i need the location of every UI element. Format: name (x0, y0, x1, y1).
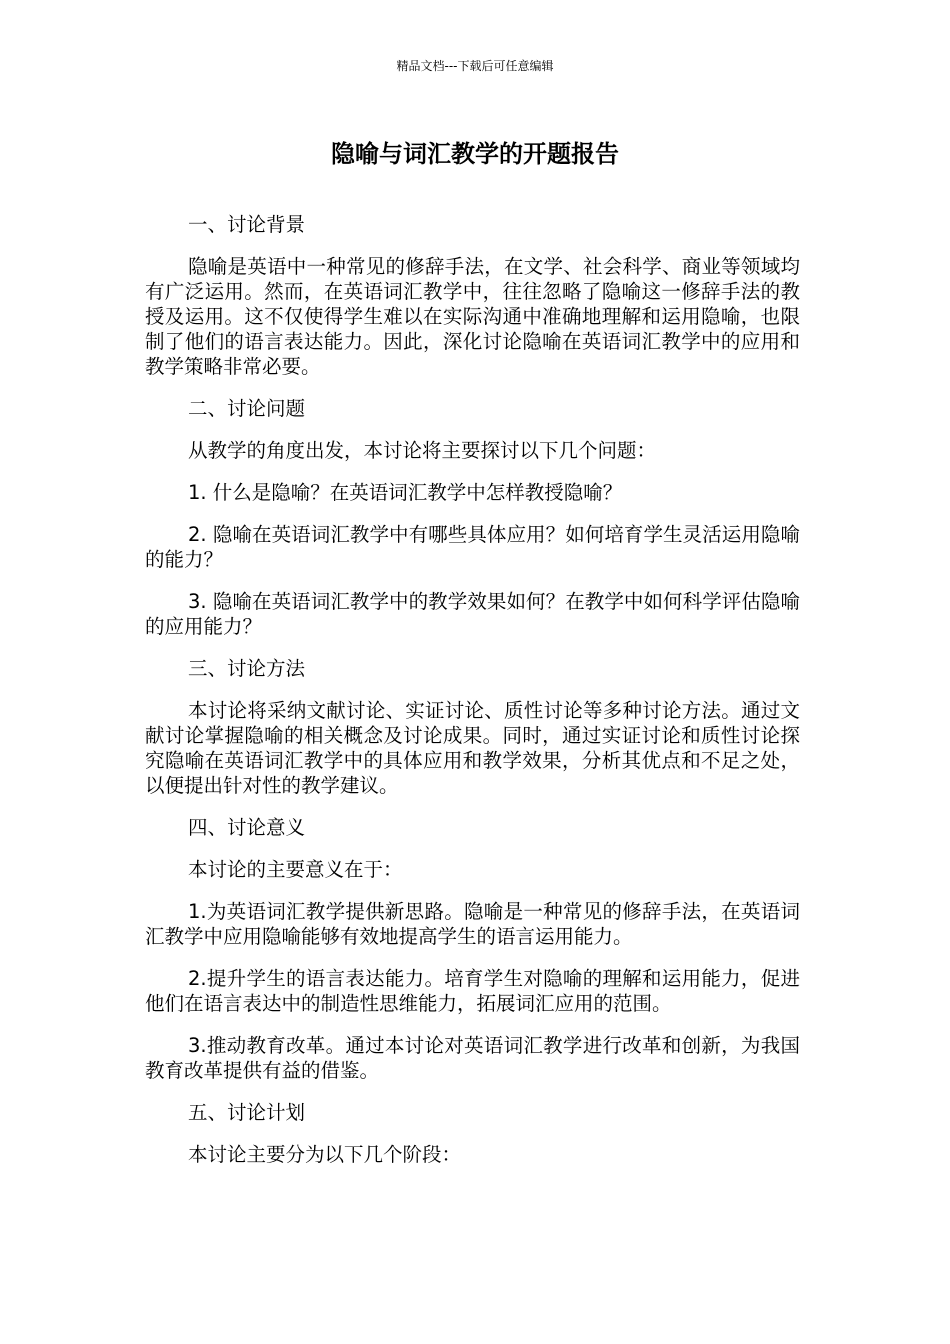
header-note: 精品文档---下载后可任意编辑 (396, 59, 554, 73)
paragraph-methods: 本讨论将采纳文献讨论、实证讨论、质性讨论等多种讨论方法。通过文献讨论掌握隐喻的相关概念及讨论成果。同时，通过实证讨论和质性讨论探究隐喻在英语词汇教学中的具体应用和教学效果，分析其优点和不足之处，以便提出针对性的教学建议。 (145, 699, 800, 797)
paragraph-background: 隐喻是英语中一种常见的修辞手法，在文学、社会科学、商业等领域均有广泛运用。然而，在英语词汇教学中，往往忽略了隐喻这一修辞手法的教授及运用。这不仅使得学生难以在实际沟通中准确地理解和运用隐喻，也限制了他们的语言表达能力。因此，深化讨论隐喻在英语词汇教学中的应用和教学策略非常必要。 (145, 255, 800, 378)
paragraph-questions-intro: 从教学的角度出发，本讨论将主要探讨以下几个问题： (188, 439, 657, 462)
paragraph-plan-intro: 本讨论主要分为以下几个阶段： (188, 1143, 462, 1166)
document-body (145, 212, 800, 1184)
section-heading-questions: 二、讨论问题 (188, 397, 306, 420)
document-title: 隐喻与词汇教学的开题报告 (331, 140, 619, 168)
paragraph-significance-intro: 本讨论的主要意义在于： (188, 858, 403, 881)
list-item-question-3: 3. 隐喻在英语词汇教学中的教学效果如何？在教学中如何科学评估隐喻的应用能力？ (145, 590, 800, 638)
section-heading-background: 一、讨论背景 (188, 213, 306, 236)
section-heading-methods: 三、讨论方法 (188, 657, 306, 680)
list-item-significance-2: 2.提升学生的语言表达能力。培育学生对隐喻的理解和运用能力，促进他们在语言表达中的制造性思维能力，拓展词汇应用的范围。 (145, 967, 800, 1015)
list-item-question-1: 1. 什么是隐喻？在英语词汇教学中怎样教授隐喻？ (188, 481, 623, 504)
section-heading-plan: 五、讨论计划 (188, 1101, 306, 1124)
list-item-significance-1: 1.为英语词汇教学提供新思路。隐喻是一种常见的修辞手法，在英语词汇教学中应用隐喻能够有效地提高学生的语言运用能力。 (145, 900, 800, 948)
section-heading-significance: 四、讨论意义 (188, 816, 306, 839)
list-item-question-2: 2. 隐喻在英语词汇教学中有哪些具体应用？如何培育学生灵活运用隐喻的能力？ (145, 523, 800, 571)
list-item-significance-3: 3.推动教育改革。通过本讨论对英语词汇教学进行改革和创新，为我国教育改革提供有益的借鉴。 (145, 1034, 800, 1082)
